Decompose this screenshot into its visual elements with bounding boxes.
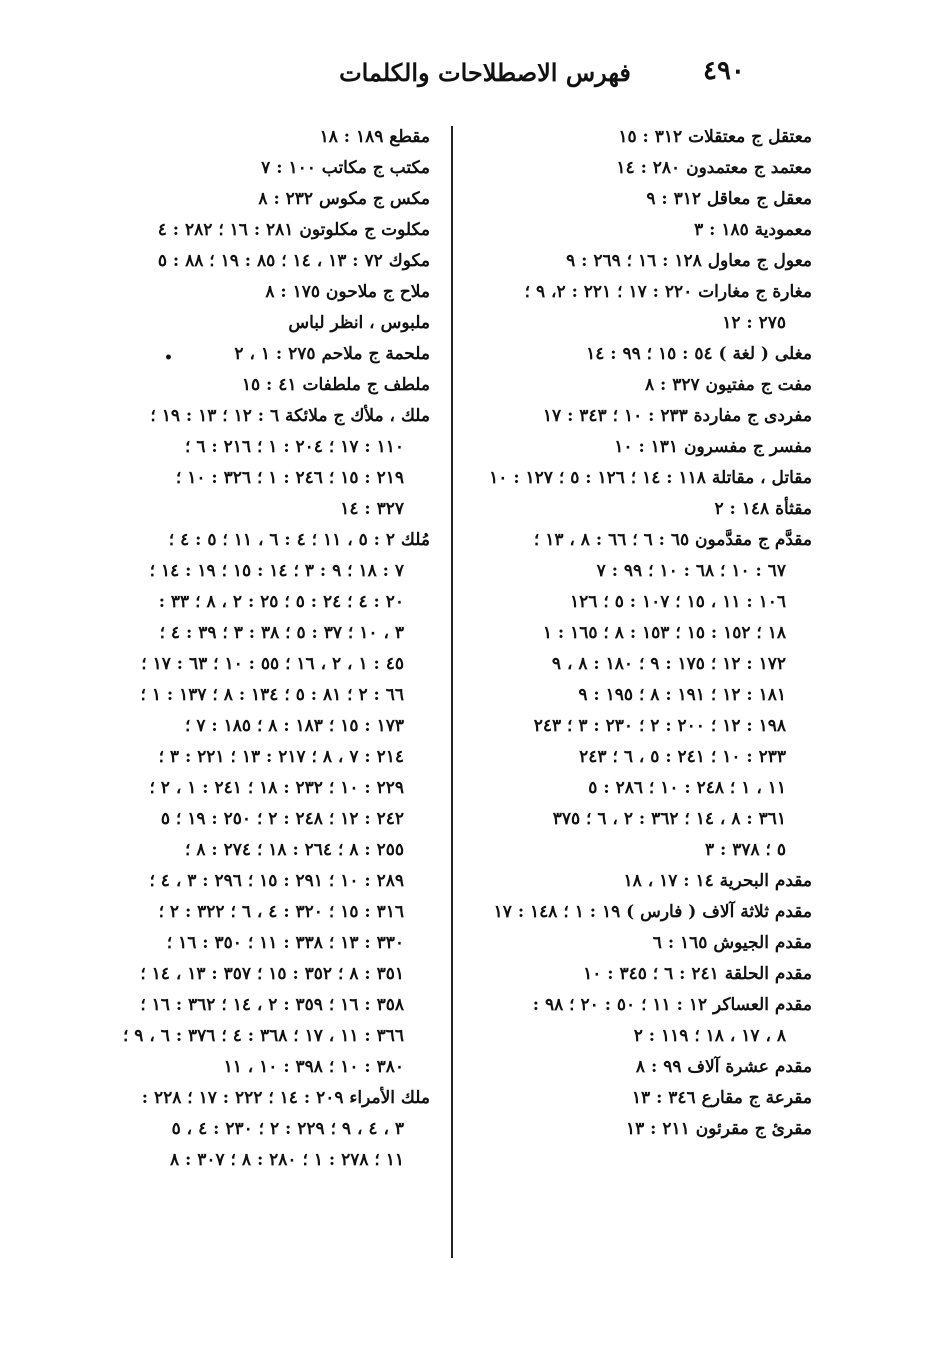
index-entry: مفت ج مفتيون ٣٢٧ : ٨ bbox=[644, 375, 812, 395]
index-entry: معتقل ج معتقلات ٣١٢ : ١٥ bbox=[618, 127, 812, 147]
index-continuation-line: ١٠٦ : ١١ ، ١٥ ؛ ١٠٧ : ٥ ؛ ١٢٦ bbox=[570, 592, 786, 612]
index-entry: مقدم عشرة آلاف ٩٩ : ٨ bbox=[635, 1057, 812, 1077]
index-entry: مقدم العساكر ١٢ : ١١ ؛ ٥٠ : ٢٠ ؛ ٩٨ : bbox=[532, 995, 812, 1015]
index-entry: مكس ج مكوس ٢٣٢ : ٨ bbox=[258, 189, 430, 209]
index-entry: مقرئ ج مقرئون ٢١١ : ١٣ bbox=[625, 1119, 812, 1139]
index-continuation-line: ٢٣٣ : ١٠ ؛ ٢٤١ : ٥ ، ٦ ؛ ٢٤٣ bbox=[579, 747, 786, 767]
index-continuation-line: ٣ ، ١٠ ؛ ٣٧ : ٥ ؛ ٣٨ : ٣ ؛ ٣٩ : ٤ ؛ bbox=[159, 623, 404, 643]
index-entry: مفردى ج مفاردة ٢٣٣ : ١٠ ؛ ٣٤٣ : ١٧ bbox=[542, 406, 812, 426]
index-entry: مقدم الجيوش ١٦٥ : ٦ bbox=[652, 933, 812, 953]
index-entry: مغلى ( لغة ) ٥٤ : ١٥ ؛ ٩٩ : ١٤ bbox=[586, 344, 812, 364]
index-entry: معتمد ج معتمدون ٢٨٠ : ١٤ bbox=[616, 158, 812, 178]
page-title: فهرس الاصطلاحات والكلمات bbox=[339, 58, 631, 87]
index-continuation-line: ١١ ؛ ٢٧٨ : ١ ؛ ٢٨٠ : ٨ ؛ ٣٠٧ : ٨ bbox=[169, 1150, 404, 1170]
index-entry: ملك ، ملأك ج ملائكة ٦ : ١٢ ؛ ١٣ : ١٩ ؛ bbox=[150, 406, 430, 426]
index-continuation-line: ٣٣٠ : ١٣ ؛ ٣٣٨ : ١١ ؛ ٣٥٠ : ١٦ ؛ bbox=[166, 933, 404, 953]
index-entry: مقدم البحرية ١٤ : ١٧ ، ١٨ bbox=[623, 871, 812, 891]
index-continuation-line: ١١٠ : ١٧ ؛ ٢٠٤ : ١ ؛ ٢١٦ : ٦ ؛ bbox=[185, 437, 404, 457]
index-entry: ملاح ج ملاحون ١٧٥ : ٨ bbox=[265, 282, 430, 302]
index-continuation-line: ٨ ، ١٧ ، ١٨ ؛ ١١٩ : ٢ bbox=[633, 1026, 786, 1046]
index-continuation-line: ٧ : ١٨ ؛ ٩ : ٣ ؛ ١٤ : ١٥ ؛ ١٩ : ١٤ ؛ bbox=[149, 561, 404, 581]
index-entry: ملبوس ، انظر لباس bbox=[288, 313, 430, 333]
index-continuation-line: ١٩٨ : ١٢ ؛ ٢٠٠ : ٢ ؛ ٢٣٠ : ٣ ؛ ٢٤٣ bbox=[533, 716, 786, 736]
index-entry: مكتب ج مكاتب ١٠٠ : ٧ bbox=[261, 158, 430, 178]
index-entry: مقثأة ١٤٨ : ٢ bbox=[714, 499, 812, 519]
index-entry: مقطع ١٨٩ : ١٨ bbox=[319, 127, 430, 147]
index-entry: معقل ج معاقل ٣١٢ : ٩ bbox=[646, 189, 812, 209]
index-entry: مكلوت ج مكلوتون ٢٨١ : ١٦ ؛ ٢٨٢ : ٤ bbox=[157, 220, 430, 240]
index-continuation-line: ٢٥٥ : ٨ ؛ ٢٦٤ : ١٨ ؛ ٢٧٤ : ٨ ؛ bbox=[185, 840, 404, 860]
index-continuation-line: ٢٧٥ : ١٢ bbox=[722, 313, 786, 333]
index-continuation-line: ٢٠ : ٤ ؛ ٢٤ : ٥ ؛ ٢٥ : ٢ ، ٨ ؛ ٣٣ : bbox=[158, 592, 404, 612]
index-continuation-line: ١٧٢ : ١٢ ؛ ١٧٥ : ٩ ؛ ١٨٠ : ٨ ، ٩ bbox=[551, 654, 786, 674]
index-continuation-line: ٢١٤ : ٧ ، ٨ ؛ ٢١٧ : ١٣ ؛ ٢٢١ : ٣ ؛ bbox=[158, 747, 404, 767]
index-continuation-line: ٦٧ : ١٠ ؛ ٦٨ : ١٠ ؛ ٩٩ : ٧ bbox=[596, 561, 786, 581]
index-entry: ملطف ج ملطفات ٤١ : ١٥ bbox=[241, 375, 430, 395]
index-continuation-line: ٣ ، ٤ ، ٩ ؛ ٢٢٩ : ٢ ؛ ٢٣٠ : ٤ ، ٥ bbox=[171, 1119, 404, 1139]
index-continuation-line: ٣١٦ : ١٥ ؛ ٣٢٠ : ٤ ، ٦ ؛ ٣٢٢ : ٢ ؛ bbox=[158, 902, 404, 922]
index-continuation-line: ٥ ؛ ٣٧٨ : ٣ bbox=[704, 840, 786, 860]
index-continuation-line: ١٨١ : ١٢ ؛ ١٩١ : ٨ ؛ ١٩٥ : ٩ bbox=[578, 685, 786, 705]
index-continuation-line: ٣٥٨ : ١٦ ؛ ٣٥٩ : ٢ ، ١٤ ؛ ٣٦٢ : ١٦ ؛ bbox=[140, 995, 404, 1015]
index-entry: مُلك ٢ : ٥ ، ١١ ؛ ٤ : ٦ ، ١١ ؛ ٥ : ٤ ؛ bbox=[168, 530, 430, 550]
index-entry: ملك الأمراء ٢٠٩ : ١٤ ؛ ٢٢٢ : ١٧ ؛ ٢٢٨ : bbox=[141, 1088, 430, 1108]
index-continuation-line: ٣٦١ : ٨ ، ١٤ ؛ ٣٦٢ : ٢ ، ٦ ؛ ٣٧٥ bbox=[552, 809, 786, 829]
index-continuation-line: ٤٥ : ١ ، ٢ ، ١٦ ؛ ٥٥ : ١٠ ؛ ٦٣ : ١٧ ؛ bbox=[141, 654, 404, 674]
index-continuation-line: ١٨ ؛ ١٥٢ : ١٥ ؛ ١٥٣ : ٨ ؛ ١٦٥ : ١ bbox=[542, 623, 786, 643]
page-number: ٤٩٠ bbox=[703, 56, 745, 86]
index-continuation-line: ٣٨٠ : ١٠ ؛ ٣٩٨ : ١٠ ، ١١ bbox=[223, 1057, 404, 1077]
index-continuation-line: ٣٥١ : ٨ ؛ ٣٥٢ : ١٥ ؛ ٣٥٧ : ١٣ ، ١٤ ؛ bbox=[140, 964, 404, 984]
index-continuation-line: ١١ ، ١ ؛ ٢٤٨ : ١٠ ؛ ٢٨٦ : ٥ bbox=[588, 778, 786, 798]
index-continuation-line: ١٧٣ : ١٥ ؛ ١٨٣ : ٨ ؛ ١٨٥ : ٧ ؛ bbox=[185, 716, 404, 736]
index-entry: مكوك ٧٢ : ١٣ ، ١٤ ؛ ٨٥ : ١٩ ؛ ٨٨ : ٥ bbox=[157, 251, 430, 271]
index-continuation-line: ٢٨٩ : ١٠ ؛ ٢٩١ : ١٥ ؛ ٢٩٦ : ٣ ، ٤ ؛ bbox=[149, 871, 404, 891]
index-continuation-line: ٣٦٦ : ١١ ، ١٧ ؛ ٣٦٨ : ٤ ؛ ٣٧٦ : ٦ ، ٩ ؛ bbox=[122, 1026, 404, 1046]
index-entry: مقدم الحلقة ٢٤١ : ٦ ؛ ٣٤٥ : ١٠ bbox=[583, 964, 812, 984]
index-column-left bbox=[72, 122, 430, 1176]
index-entry: مفسر ج مفسرون ١٣١ : ١٠ bbox=[614, 437, 812, 457]
index-entry: مقدَّم ج مقدَّمون ٦٥ : ٦ ؛ ٦٦ : ٨ ، ١٣ ؛ bbox=[533, 530, 812, 550]
index-continuation-line: ٢٤٢ : ١٢ ؛ ٢٤٨ : ٢ ؛ ٢٥٠ : ١٩ ؛ ٥ bbox=[160, 809, 404, 829]
index-column-right bbox=[460, 122, 812, 1145]
column-divider bbox=[451, 126, 453, 1258]
index-entry: ملحمة ج ملاحم ٢٧٥ : ١ ، ٢ bbox=[234, 344, 430, 364]
index-entry: معول ج معاول ١٢٨ : ١٦ ؛ ٢٦٩ : ٩ bbox=[566, 251, 812, 271]
index-entry: مغارة ج مغارات ٢٢٠ : ١٧ ؛ ٢٢١ : ٢، ٩ ؛ bbox=[524, 282, 812, 302]
index-entry: معمودية ١٨٥ : ٣ bbox=[694, 220, 812, 240]
ink-speck-icon: • bbox=[164, 350, 173, 366]
index-continuation-line: ٦٦ : ٢ ؛ ٨١ : ٥ ؛ ١٣٤ : ٨ ؛ ١٣٧ : ١ ؛ bbox=[140, 685, 404, 705]
index-entry: مقرعة ج مقارع ٣٤٦ : ١٣ bbox=[631, 1088, 812, 1108]
index-continuation-line: ٢٢٩ : ١٠ ؛ ٢٣٢ : ١٨ ؛ ٢٤١ : ١ ، ٢ ؛ bbox=[149, 778, 404, 798]
index-entry: مقاتل ، مقاتلة ١١٨ : ١٤ ؛ ١٢٦ : ٥ ؛ ١٢٧ : ١٠ bbox=[489, 468, 812, 488]
index-entry: مقدم ثلاثة آلاف ( فارس ) ١٩ : ١ ؛ ١٤٨ : ١٧ bbox=[493, 902, 812, 922]
index-continuation-line: ٣٢٧ : ١٤ bbox=[340, 499, 404, 519]
index-continuation-line: ٢١٩ : ١٥ ؛ ٢٤٦ : ١ ؛ ٣٢٦ : ١٠ ؛ bbox=[175, 468, 404, 488]
